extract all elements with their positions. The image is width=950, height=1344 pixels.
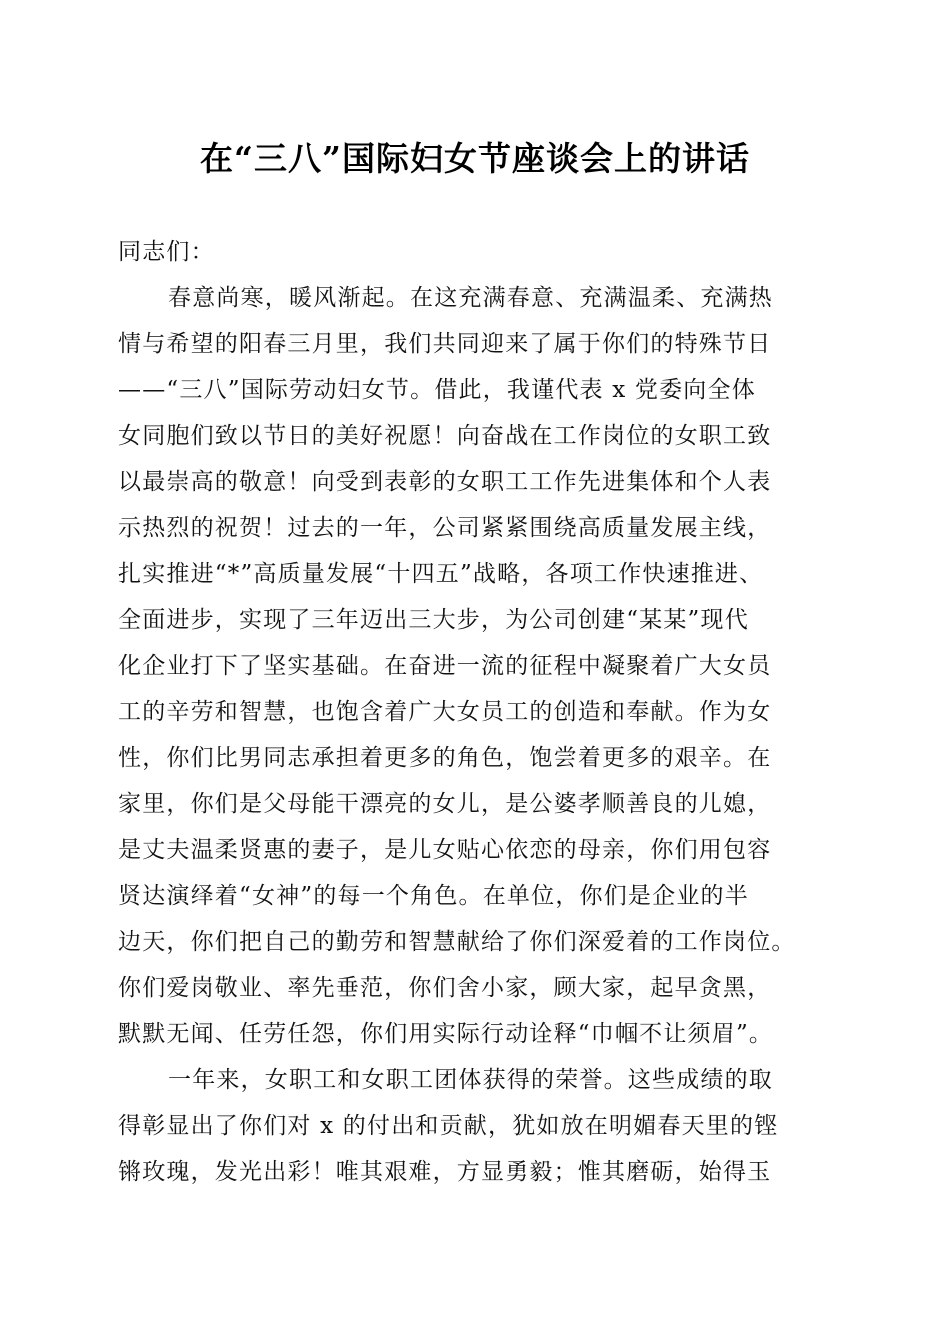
paragraph-line: 你们爱岗敬业、率先垂范，你们舍小家，顾大家，起早贪黑， — [118, 975, 772, 1001]
document-body — [118, 229, 830, 1195]
paragraph-line: 全面进步，实现了三年迈出三大步，为公司创建“某某”现代 — [118, 607, 749, 633]
paragraph-line: 性，你们比男同志承担着更多的角色，饱尝着更多的艰辛。在 — [118, 745, 772, 771]
paragraph-line: 工的辛劳和智慧，也饱含着广大女员工的创造和奉献。作为女 — [118, 699, 772, 725]
paragraph-line: 锵玫瑰，发光出彩！唯其艰难，方显勇毅；惟其磨砺，始得玉 — [118, 1159, 772, 1185]
paragraph-line: ——“三八”国际劳动妇女节。借此，我谨代表 x 党委向全体 — [118, 377, 756, 403]
paragraph-line: 得彰显出了你们对 x 的付出和贡献，犹如放在明媚春天里的铿 — [118, 1113, 779, 1139]
document-title: 在“三八”国际妇女节座谈会上的讲话 — [200, 139, 750, 178]
paragraph-line: 一年来，女职工和女职工团体获得的荣誉。这些成绩的取 — [168, 1067, 773, 1093]
paragraph-line: 示热烈的祝贺！过去的一年，公司紧紧围绕高质量发展主线， — [118, 515, 772, 541]
paragraph-line: 以最崇高的敬意！向受到表彰的女职工工作先进集体和个人表 — [118, 469, 772, 495]
paragraph-line: 扎实推进“*”高质量发展“十四五”战略，各项工作快速推进、 — [118, 561, 764, 587]
paragraph-line: 家里，你们是父母能干漂亮的女儿，是公婆孝顺善良的儿媳， — [118, 791, 772, 817]
paragraph-line: 情与希望的阳春三月里，我们共同迎来了属于你们的特殊节日 — [118, 331, 772, 357]
paragraph-line: 默默无闻、任劳任怨，你们用实际行动诠释“巾帼不让须眉”。 — [118, 1021, 774, 1047]
paragraph-line: 是丈夫温柔贤惠的妻子，是儿女贴心依恋的母亲，你们用包容 — [118, 837, 772, 863]
salutation: 同志们： — [118, 239, 215, 265]
paragraph-line: 贤达演绎着“女神”的每一个角色。在单位，你们是企业的半 — [118, 883, 749, 909]
paragraph-line: 化企业打下了坚实基础。在奋进一流的征程中凝聚着广大女员 — [118, 653, 772, 679]
paragraph-line: 春意尚寒，暖风渐起。在这充满春意、充满温柔、充满热 — [168, 285, 773, 311]
paragraph-line: 边天，你们把自己的勤劳和智慧献给了你们深爱着的工作岗位。 — [118, 929, 796, 955]
paragraph-line: 女同胞们致以节日的美好祝愿！向奋战在工作岗位的女职工致 — [118, 423, 772, 449]
